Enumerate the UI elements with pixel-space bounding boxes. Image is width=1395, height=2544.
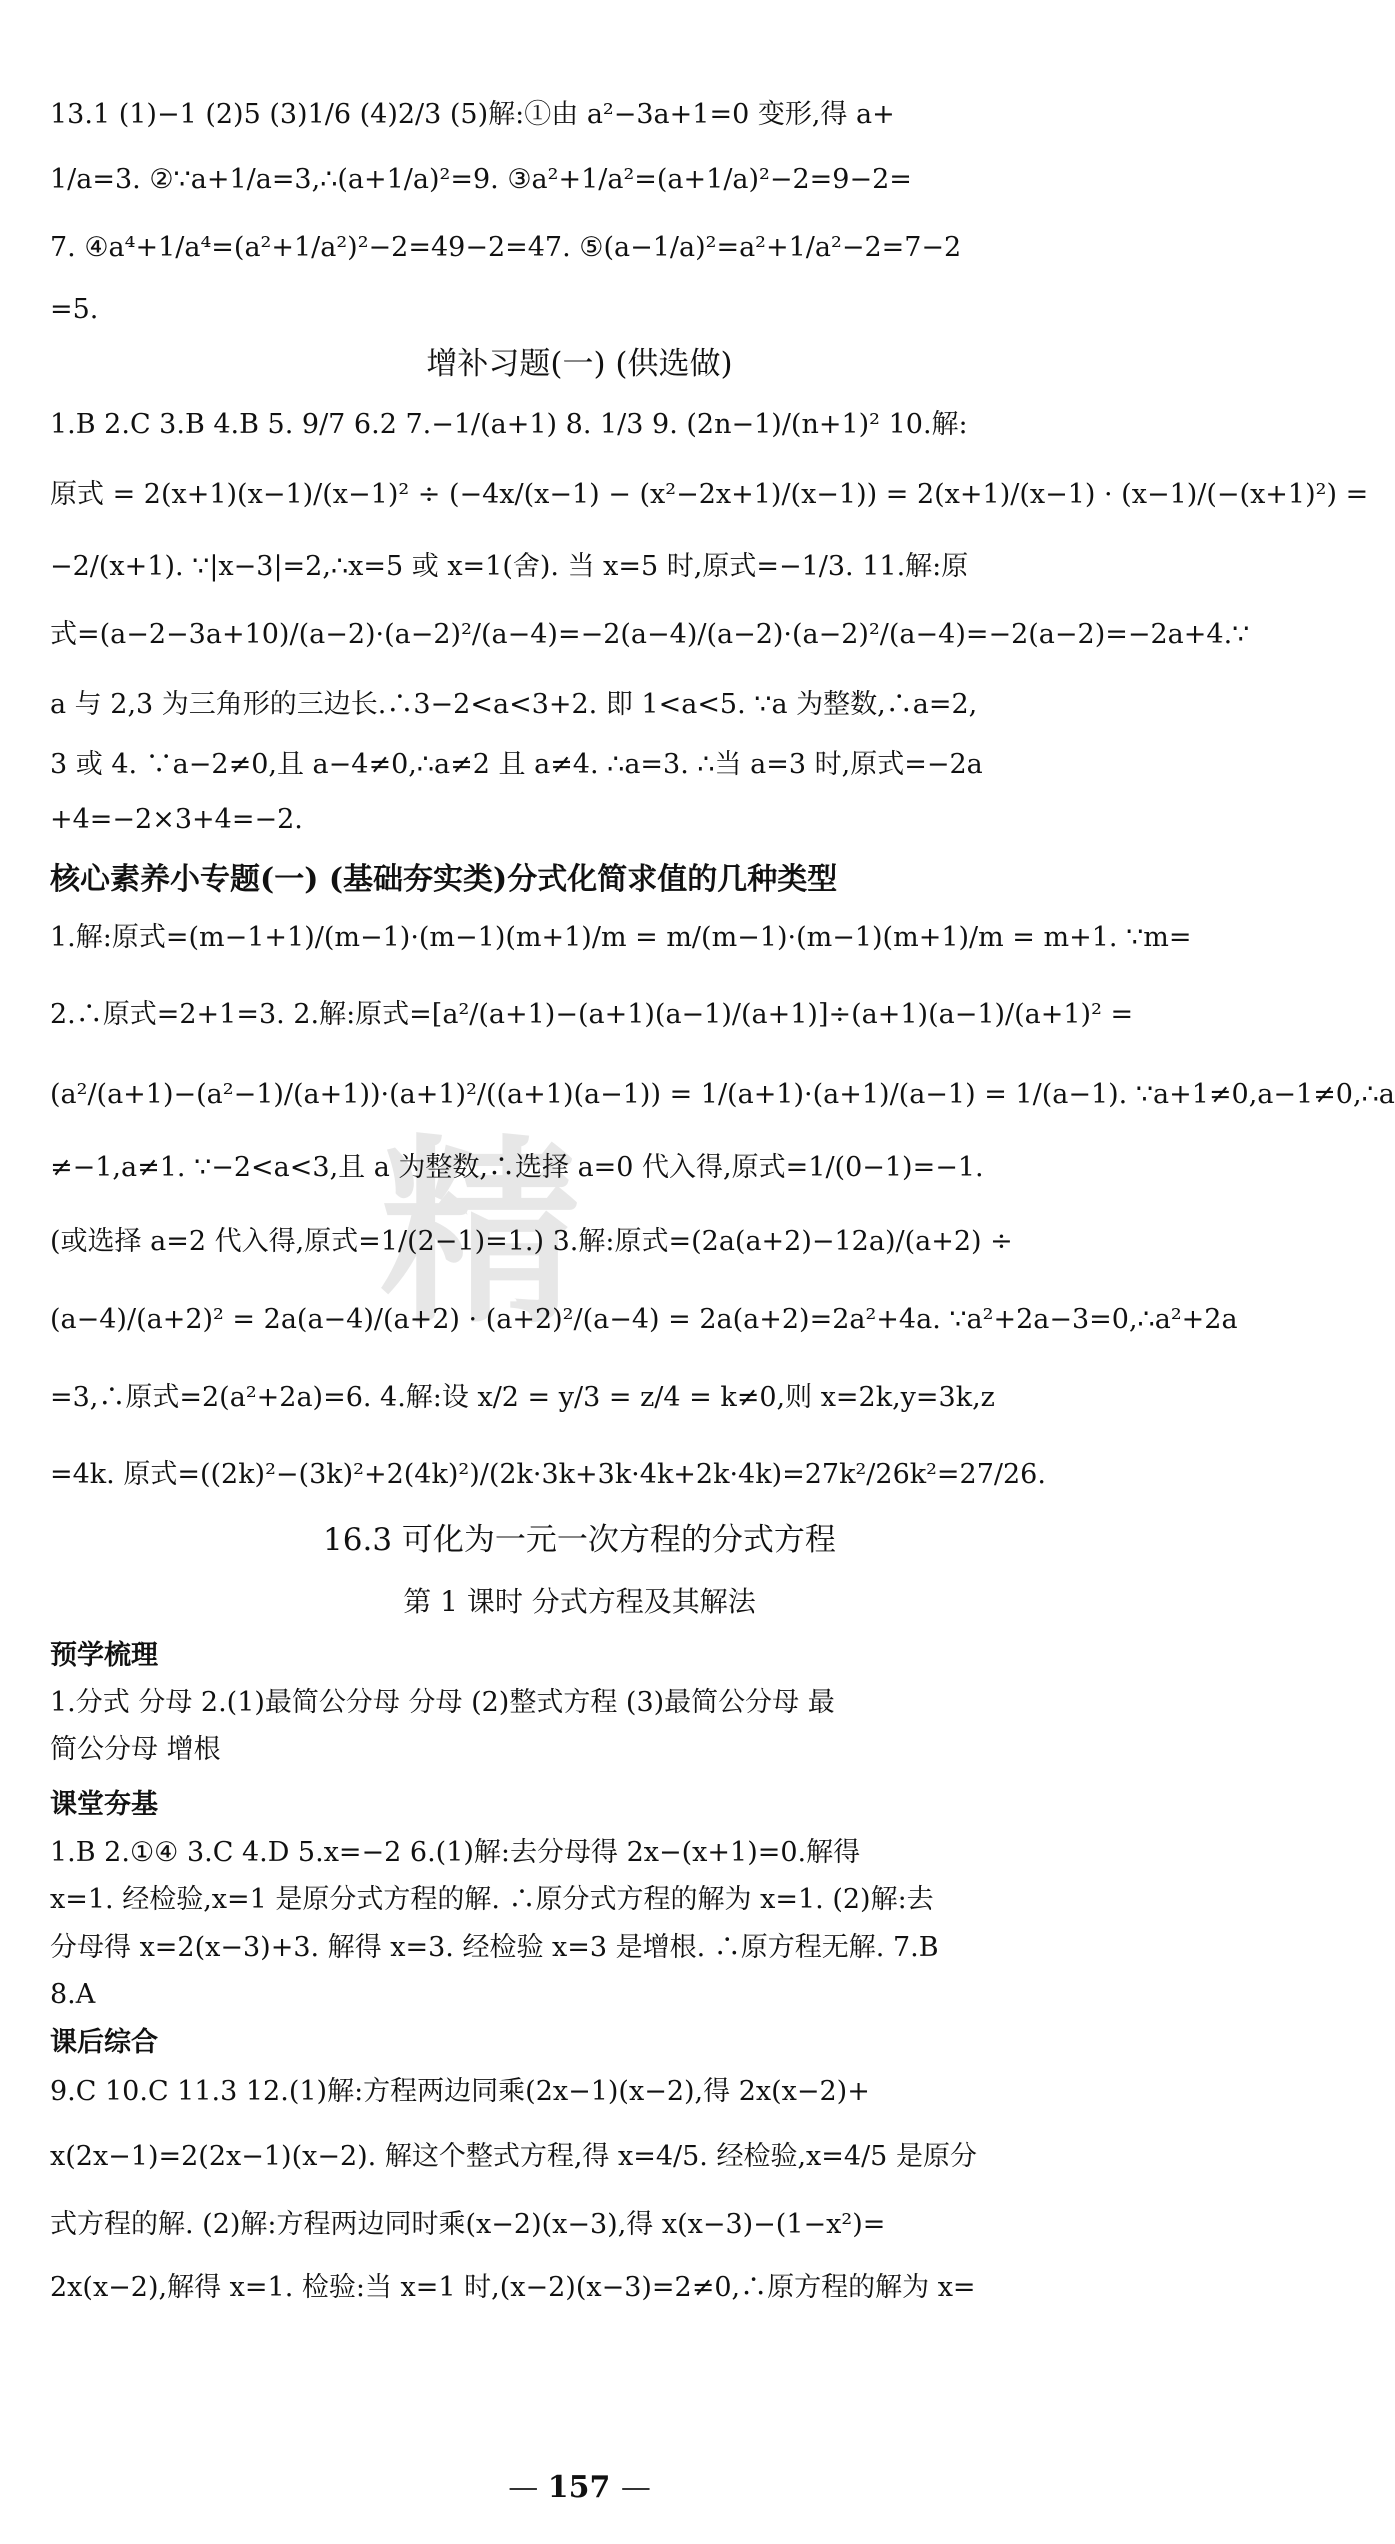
answer-line: (a²/(a+1)−(a²−1)/(a+1))·(a+1)²/((a+1)(a−1)) = 1/(a+1)·(a+1)/(a−1) = 1/(a−1). ∵a+1≠0,a−1≠0,∴a: [50, 1079, 1395, 1110]
answer-line: 原式 = 2(x+1)(x−1)/(x−1)² ÷ (−4x/(x−1) − (x²−2x+1)/(x−1)) = 2(x+1)/(x−1) · (x−1)/(−(x+1)²) =: [50, 479, 1369, 510]
answer-line: 1.解:原式=(m−1+1)/(m−1)·(m−1)(m+1)/m = m/(m−1)·(m−1)(m+1)/m = m+1. ∵m=: [50, 922, 1192, 953]
answer-line: 式方程的解. (2)解:方程两边同时乘(x−2)(x−3),得 x(x−3)−(1−x²)=: [50, 2209, 886, 2240]
answer-line: 2.∴原式=2+1=3. 2.解:原式=[a²/(a+1)−(a+1)(a−1)/(a+1)]÷(a+1)(a−1)/(a+1)² =: [50, 999, 1134, 1030]
answer-line: 1.分式 分母 2.(1)最简公分母 分母 (2)整式方程 (3)最简公分母 最: [50, 1687, 835, 1718]
answer-line: 1.B 2.①④ 3.C 4.D 5.x=−2 6.(1)解:去分母得 2x−(x+1)=0.解得: [50, 1837, 861, 1868]
answer-line: x=1. 经检验,x=1 是原分式方程的解. ∴原分式方程的解为 x=1. (2)解:去: [50, 1884, 934, 1915]
page-footer: [0, 2470, 1159, 2505]
section-title-core-literacy: 核心素养小专题(一) (基础夯实类)分式化简求值的几种类型: [50, 862, 838, 897]
answer-line: 式=(a−2−3a+10)/(a−2)·(a−2)²/(a−4)=−2(a−4)/(a−2)·(a−2)²/(a−4)=−2(a−2)=−2a+4.∵: [50, 619, 1250, 650]
answer-line: ≠−1,a≠1. ∵−2<a<3,且 a 为整数,∴选择 a=0 代入得,原式=1/(0−1)=−1.: [50, 1152, 984, 1183]
lesson-title: 第 1 课时 分式方程及其解法: [403, 1585, 756, 1618]
answer-line: 8.A: [50, 1979, 96, 2010]
footer-dash-right: —: [620, 2470, 651, 2505]
answer-line: 简公分母 增根: [50, 1734, 221, 1765]
chapter-title: 16.3 可化为一元一次方程的分式方程: [323, 1522, 836, 1558]
answer-line: (a−4)/(a+2)² = 2a(a−4)/(a+2) · (a+2)²/(a−4) = 2a(a+2)=2a²+4a. ∵a²+2a−3=0,∴a²+2a: [50, 1304, 1238, 1335]
answer-line: 2x(x−2),解得 x=1. 检验:当 x=1 时,(x−2)(x−3)=2≠0,∴原方程的解为 x=: [50, 2272, 976, 2303]
answer-line: 1/a=3. ②∵a+1/a=3,∴(a+1/a)²=9. ③a²+1/a²=(a+1/a)²−2=9−2=: [50, 164, 912, 195]
answer-line: +4=−2×3+4=−2.: [50, 804, 303, 835]
answer-line: 9.C 10.C 11.3 12.(1)解:方程两边同乘(2x−1)(x−2),得 2x(x−2)+: [50, 2076, 870, 2107]
answer-line: =3,∴原式=2(a²+2a)=6. 4.解:设 x/2 = y/3 = z/4 = k≠0,则 x=2k,y=3k,z: [50, 1382, 995, 1413]
watermark-logo: 精: [379, 1118, 580, 1351]
page-number: 157: [547, 2470, 611, 2505]
answer-line: 13.1 (1)−1 (2)5 (3)1/6 (4)2/3 (5)解:①由 a²−3a+1=0 变形,得 a+: [50, 99, 895, 130]
preview-label: 预学梳理: [50, 1640, 158, 1671]
footer-dash-left: —: [508, 2470, 548, 2505]
answer-line: =4k. 原式=((2k)²−(3k)²+2(4k)²)/(2k·3k+3k·4k+2k·4k)=27k²/26k²=27/26.: [50, 1459, 1046, 1490]
answer-line: −2/(x+1). ∵|x−3|=2,∴x=5 或 x=1(舍). 当 x=5 时,原式=−1/3. 11.解:原: [50, 551, 969, 582]
answer-line: =5.: [50, 294, 99, 325]
answer-line: 1.B 2.C 3.B 4.B 5. 9/7 6.2 7.−1/(a+1) 8. 1/3 9. (2n−1)/(n+1)² 10.解:: [50, 409, 968, 440]
answer-line: (或选择 a=2 代入得,原式=1/(2−1)=1.) 3.解:原式=(2a(a+2)−12a)/(a+2) ÷: [50, 1226, 1013, 1257]
answer-line: a 与 2,3 为三角形的三边长.∴3−2<a<3+2. 即 1<a<5. ∵a 为整数,∴a=2,: [50, 689, 978, 720]
section-title-supplementary: 增补习题(一) (供选做): [426, 346, 733, 382]
homework-label: 课后综合: [50, 2027, 158, 2058]
answer-line: 3 或 4. ∵a−2≠0,且 a−4≠0,∴a≠2 且 a≠4. ∴a=3. ∴当 a=3 时,原式=−2a: [50, 749, 983, 780]
classwork-label: 课堂夯基: [50, 1789, 158, 1820]
answer-line: 7. ④a⁴+1/a⁴=(a²+1/a²)²−2=49−2=47. ⑤(a−1/a)²=a²+1/a²−2=7−2: [50, 232, 962, 263]
answer-line: 分母得 x=2(x−3)+3. 解得 x=3. 经检验 x=3 是增根. ∴原方程无解. 7.B: [50, 1932, 939, 1963]
answer-line: x(2x−1)=2(2x−1)(x−2). 解这个整式方程,得 x=4/5. 经检验,x=4/5 是原分: [50, 2141, 977, 2172]
